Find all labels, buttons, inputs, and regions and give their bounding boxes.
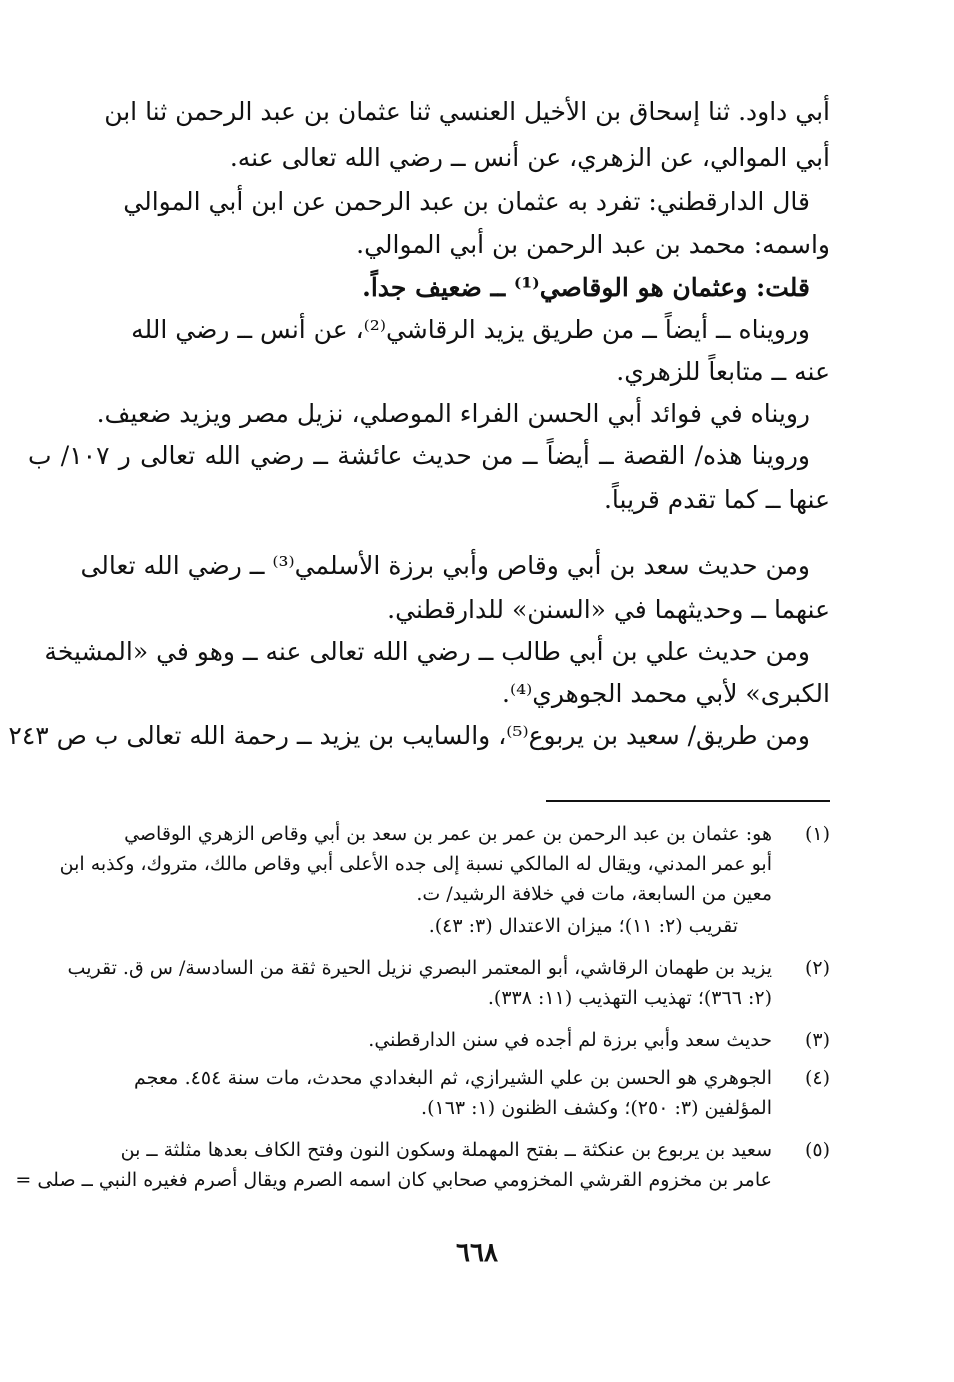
footnote-line: يزيد بن طهمان الرقاشي، أبو المعتمر البصري نزيل الحيرة ثقة من السادسة/ س ق. تقريب — [67, 957, 772, 979]
footnote-separator — [546, 800, 830, 802]
body-line: ومن طريق/ سعيد بن يربوع⁽⁵⁾، والسايب بن يزيد ــ رحمة الله تعالى ب ص ٢٤٣ — [8, 721, 810, 750]
body-line: وروينا هذه/ القصة ــ أيضاً ــ من حديث عائشة ــ رضي الله تعالى ر ١٠٧/ ب — [28, 441, 810, 470]
body-line: قال الدارقطني: تفرد به عثمان بن عبد الرحمن عن ابن أبي الموالي — [123, 187, 810, 216]
page-number: ٦٦٨ — [456, 1238, 498, 1268]
footnote-number: (٥) — [804, 1139, 830, 1161]
footnote-line: عامر بن مخزوم القرشي المخزومي صحابي كان اسمه الصرم ويقال أصرم فغيره النبي ــ صلى = — [15, 1169, 772, 1191]
body-line: ومن حديث سعد بن أبي وقاص وأبي برزة الأسلمي⁽³⁾ ــ رضي الله تعالى — [80, 551, 810, 580]
body-line: ومن حديث علي بن أبي طالب ــ رضي الله تعالى عنه ــ وهو في «المشيخة — [44, 637, 810, 666]
body-line: رويناه في فوائد أبي الحسن الفراء الموصلي، نزيل مصر ويزيد ضعيف. — [96, 399, 810, 428]
footnote-number: (١) — [804, 823, 830, 845]
body-line: الكبرى» لأبي محمد الجوهري⁽⁴⁾. — [502, 679, 830, 708]
body-line: أبي الموالي، عن الزهري، عن أنس ــ رضي الله تعالى عنه. — [229, 143, 830, 172]
body-line: عنه ــ متابعاً للزهري. — [616, 357, 830, 386]
footnote-line: تقريب (٢: ١١)؛ ميزان الاعتدال (٣: ٤٣). — [428, 915, 738, 937]
body-line: أبي داود. ثنا إسحاق بن الأخيل العنسي ثنا عثمان بن عبد الرحمن ثنا ابن — [104, 97, 830, 126]
footnote-line: (٢: ٣٦٦)؛ تهذيب التهذيب (١١: ٣٣٨). — [487, 987, 772, 1009]
footnote-line: حديث سعد وأبي برزة لم أجده في سنن الدارقطني. — [368, 1029, 772, 1051]
footnote-line: أبو عمر المدني، ويقال له المالكي نسبة إلى جده الأعلى أبي وقاص مالك، متروك، وكذبه ابن — [59, 853, 772, 875]
body-line: ورويناه ــ أيضاً ــ من طريق يزيد الرقاشي⁽²⁾، عن أنس ــ رضي الله — [131, 315, 810, 344]
footnote-line: سعيد بن يربوع بن عنكثة ــ بفتح المهملة وسكون النون وفتح الكاف بعدها مثلثة ــ بن — [120, 1139, 772, 1161]
footnote-number: (٣) — [804, 1029, 830, 1051]
footnote-line: معين من السابعة، مات في خلافة الرشيد/ ت. — [416, 883, 772, 905]
footnote-line: هو: عثمان بن عبد الرحمن بن عمر بن عمر بن سعد بن أبي وقاص الزهري الوقاصي — [124, 823, 772, 845]
body-line: قلت: وعثمان هو الوقاصي⁽¹⁾ ــ ضعيف جداً. — [362, 273, 810, 302]
footnote-line: المؤلفين (٣: ٢٥٠)؛ وكشف الظنون (١: ١٦٣). — [421, 1097, 772, 1119]
body-line: واسمه: محمد بن عبد الرحمن بن أبي الموالي. — [356, 230, 830, 259]
body-line: عنهما ــ وحديثهما في «السنن» للدارقطني. — [387, 595, 830, 624]
footnote-number: (٢) — [804, 957, 830, 979]
body-line: عنها ــ كما تقدم قريباً. — [603, 485, 830, 514]
footnote-number: (٤) — [804, 1067, 830, 1089]
footnote-line: الجوهري هو الحسن بن علي الشيرازي، ثم البغدادي محدث، مات سنة ٤٥٤. معجم — [134, 1067, 772, 1089]
